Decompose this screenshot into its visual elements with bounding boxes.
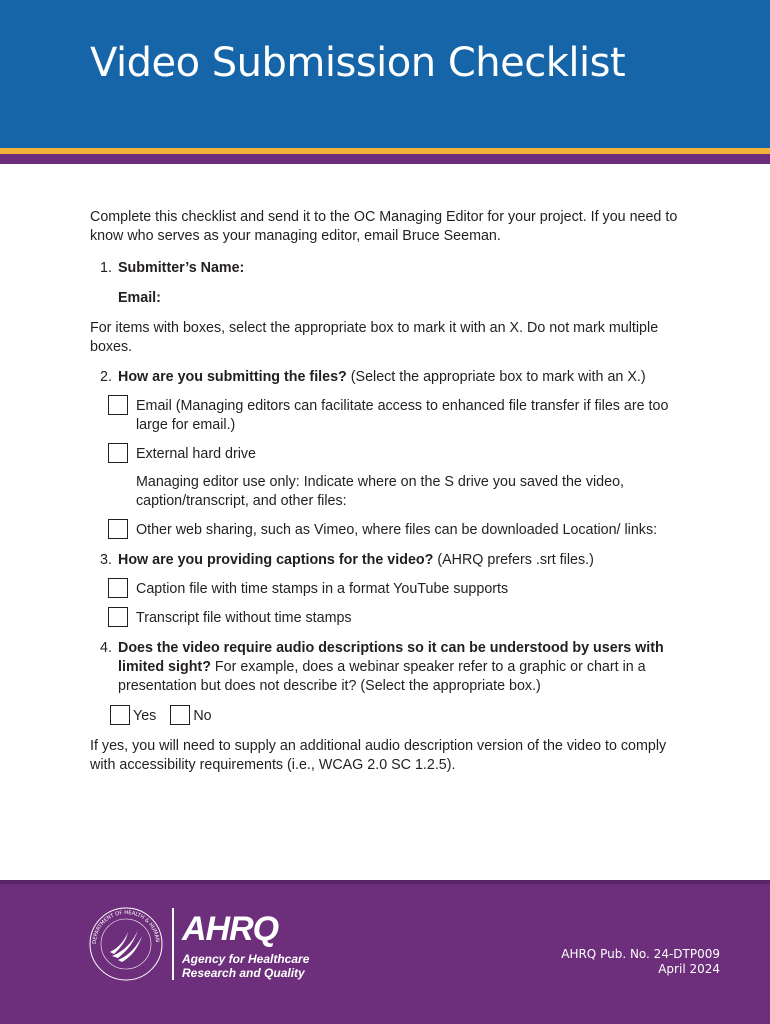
checkbox-hard-drive[interactable] — [108, 443, 128, 463]
question-text: How are you submitting the files? — [118, 369, 347, 385]
option-web-sharing — [90, 521, 690, 540]
publication-info — [561, 947, 720, 977]
question-4 — [90, 639, 690, 696]
option-email — [90, 397, 690, 435]
question-hint: (AHRQ prefers .srt files.) — [437, 552, 594, 568]
purple-stripe — [0, 154, 770, 164]
option-label: Transcript file without time stamps — [136, 610, 352, 626]
email-label: Email: — [118, 290, 161, 306]
agency-name — [182, 952, 309, 980]
ahrq-wordmark: AHRQ — [182, 910, 279, 948]
checkbox-yes[interactable] — [110, 705, 130, 725]
header-banner — [0, 0, 770, 148]
boxes-instruction: For items with boxes, select the appropriate box to mark it with an X. Do not mark multiple boxes. — [90, 320, 659, 355]
checkbox-transcript-file[interactable] — [108, 607, 128, 627]
hhs-seal-icon — [88, 906, 164, 982]
editor-note — [90, 473, 690, 511]
option-hard-drive — [90, 445, 690, 464]
option-label: External hard drive — [136, 446, 256, 462]
option-label: Other web sharing, such as Vimeo, where files can be downloaded Location/ links: — [136, 522, 658, 538]
agency-line-1: Agency for Healthcare — [182, 952, 310, 966]
seal-text: DEPARTMENT OF HEALTH & HUMAN — [91, 909, 160, 945]
checkbox-email[interactable] — [108, 395, 128, 415]
question-number: 2. — [100, 369, 112, 385]
option-caption-file — [90, 580, 690, 599]
question-2 — [90, 368, 690, 387]
pub-date: April 2024 — [658, 962, 720, 976]
intro-text: Complete this checklist and send it to the OC Managing Editor for your project. If you need to know who serves as your managing editor, email Bruce Seeman. — [90, 209, 678, 244]
yes-no-row — [90, 705, 690, 726]
option-label: Email (Managing editors can facilitate access to enhanced file transfer if files are too large for email.) — [136, 398, 669, 433]
option-label: Caption file with time stamps in a format YouTube supports — [136, 581, 509, 597]
pub-number: AHRQ Pub. No. 24-DTP009 — [561, 947, 720, 961]
yes-label: Yes — [133, 708, 157, 724]
question-hint: For example, does a webinar speaker refer to a graphic or chart in a presentation but does not describe it? (Select the appropriate box.) — [118, 659, 646, 694]
question-number: 4. — [100, 640, 112, 656]
checkbox-no[interactable] — [170, 705, 190, 725]
email-row — [90, 289, 690, 308]
question-3 — [90, 551, 690, 570]
editor-note-text: Managing editor use only: Indicate where on the S drive you saved the video, caption/transcript, and other files: — [136, 474, 624, 509]
checkbox-web-sharing[interactable] — [108, 519, 128, 539]
submitter-name-label: Submitter’s Name: — [118, 260, 245, 276]
page-title: Video Submission Checklist — [90, 40, 626, 86]
ahrq-logo — [182, 908, 332, 984]
question-hint: (Select the appropriate box to mark with an X.) — [350, 369, 646, 385]
closing-text: If yes, you will need to supply an additional audio description version of the video to comply with accessibility requirements (i.e., WCAG 2.0 SC 1.2.5). — [90, 738, 667, 773]
question-number: 1. — [100, 260, 112, 276]
question-number: 3. — [100, 552, 112, 568]
logo-divider — [172, 908, 174, 980]
agency-line-2: Research and Quality — [182, 966, 305, 980]
no-label: No — [193, 708, 212, 724]
option-transcript-file — [90, 609, 690, 628]
question-text: Does the video require audio descriptions so it can be understood by users with limited sight? — [118, 640, 664, 675]
svg-text:DEPARTMENT OF HEALTH & HUMAN S — [88, 906, 160, 944]
checklist-body — [90, 208, 690, 775]
checkbox-caption-file[interactable] — [108, 578, 128, 598]
question-text: How are you providing captions for the video? — [118, 552, 434, 568]
question-1 — [90, 259, 690, 278]
